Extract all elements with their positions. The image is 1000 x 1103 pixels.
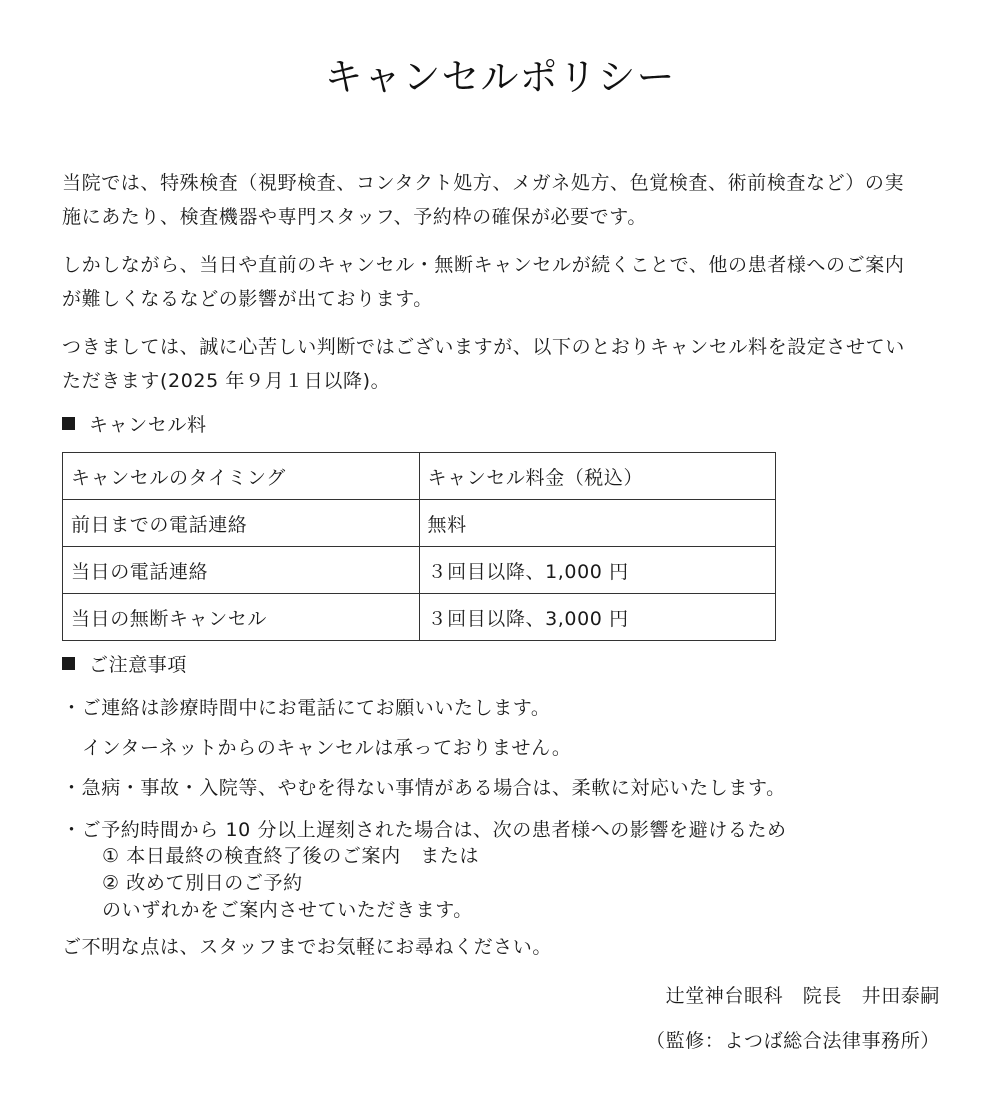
- table-row: [63, 547, 776, 594]
- table-cell-fee: ３回目以降、1,000 円: [419, 547, 776, 594]
- table-header-cell: キャンセル料金（税込）: [419, 453, 776, 500]
- table-cell-fee: ３回目以降、3,000 円: [419, 594, 776, 641]
- note-emergency: ・急病・事故・入院等、やむを得ない事情がある場合は、柔軟に対応いたします。: [62, 777, 786, 799]
- table-row: [63, 594, 776, 641]
- table-cell-timing: 当日の無断キャンセル: [63, 594, 420, 641]
- table-cell-fee: 無料: [419, 500, 776, 547]
- note-contact-sub: インターネットからのキャンセルは承っておりません。: [82, 737, 572, 759]
- intro-paragraph-2-line-2: が難しくなるなどの影響が出ております。: [62, 288, 433, 310]
- table-cell-timing: 前日までの電話連絡: [63, 500, 420, 547]
- note-late-end: のいずれかをご案内させていただきます。: [102, 899, 473, 921]
- square-bullet-icon: [62, 417, 75, 430]
- fee-section-heading-text: キャンセル料: [89, 414, 207, 436]
- intro-paragraph-1-line-1: 当院では、特殊検査（視野検査、コンタクト処方、メガネ処方、色覚検査、術前検査など）の実: [62, 172, 905, 194]
- page-title: キャンセルポリシー: [324, 55, 676, 99]
- intro-paragraph-3-line-1: つきましては、誠に心苦しい判断ではございますが、以下のとおりキャンセル料を設定させてい: [62, 336, 905, 358]
- note-late-option-1: ① 本日最終の検査終了後のご案内 または: [102, 845, 480, 867]
- cancellation-fee-table: [62, 452, 776, 641]
- table-cell-timing: 当日の電話連絡: [63, 547, 420, 594]
- table-header-row: [63, 453, 776, 500]
- table-row: [63, 500, 776, 547]
- notes-section-heading: [62, 650, 187, 680]
- note-contact: ・ご連絡は診療時間中にお電話にてお願いいたします。: [62, 697, 551, 719]
- square-bullet-icon: [62, 657, 75, 670]
- fee-section-heading: [62, 410, 207, 440]
- intro-paragraph-3-line-2: ただきます(2025 年９月１日以降)。: [62, 370, 391, 392]
- note-late-option-2: ② 改めて別日のご予約: [102, 872, 303, 894]
- table-header-cell: キャンセルのタイミング: [63, 453, 420, 500]
- closing-text: ご不明な点は、スタッフまでお気軽にお尋ねください。: [62, 936, 553, 958]
- note-late-arrival: ・ご予約時間から 10 分以上遅刻された場合は、次の患者様への影響を避けるため: [62, 819, 787, 841]
- notes-section-heading-text: ご注意事項: [89, 654, 188, 676]
- supervision-note: （監修：よつば総合法律事務所）: [645, 1030, 940, 1052]
- intro-paragraph-1-line-2: 施にあたり、検査機器や専門スタッフ、予約枠の確保が必要です。: [62, 206, 647, 228]
- intro-paragraph-2-line-1: しかしながら、当日や直前のキャンセル・無断キャンセルが続くことで、他の患者様へのご案内: [62, 254, 905, 276]
- signature: 辻堂神台眼科 院長 井田泰嗣: [665, 985, 940, 1007]
- intro-paragraph-1: [62, 166, 942, 234]
- intro-paragraph-2: [62, 248, 942, 316]
- intro-paragraph-3: [62, 330, 942, 398]
